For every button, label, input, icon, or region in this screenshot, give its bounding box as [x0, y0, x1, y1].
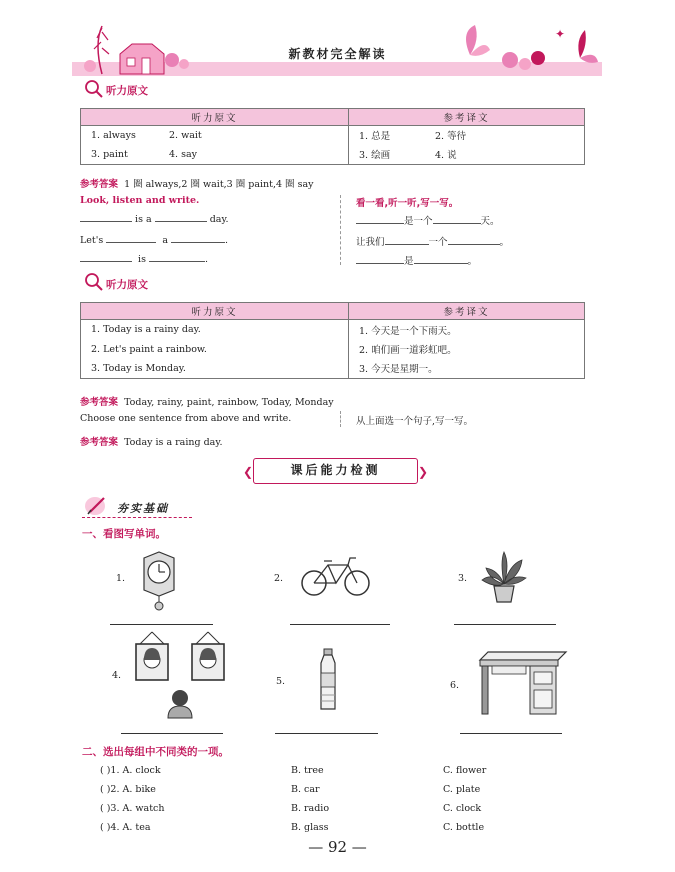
choice-row-4[interactable]: ( )4. A. tea — [100, 822, 151, 833]
table-cell: 4. 说 — [435, 150, 457, 162]
answer-label: 参考答案 — [80, 179, 119, 190]
blank[interactable] — [356, 215, 404, 224]
table-cell: 3. Today is Monday. — [81, 359, 349, 379]
fill-line-en-1 — [80, 213, 229, 225]
svg-text:✦: ✦ — [555, 27, 566, 41]
magnifier-icon — [84, 272, 104, 292]
item-number: 4. — [112, 670, 122, 681]
item-number: 2. — [274, 573, 284, 584]
answer-underline[interactable] — [460, 733, 562, 734]
fill-line-zh-3: 是 。 — [356, 253, 477, 267]
look-listen-write-title: Look, listen and write. — [80, 195, 200, 206]
fill-text: 是 — [404, 256, 414, 267]
fill-text: 是一个 — [404, 216, 433, 227]
table-cell: 2. wait — [169, 129, 202, 141]
blank[interactable] — [171, 234, 225, 243]
fill-line-zh-1 — [356, 213, 500, 227]
blank[interactable] — [155, 213, 207, 222]
bicycle-icon — [300, 555, 372, 599]
fill-text: 一个 — [428, 237, 448, 248]
answer-underline[interactable] — [290, 624, 390, 625]
banner-left-arrow-icon: ❮ — [243, 465, 254, 479]
bottle-icon — [316, 647, 340, 713]
section-title-listening-1: 听力原文 — [106, 85, 148, 97]
choice-b[interactable]: B. car — [291, 784, 320, 795]
answer-underline[interactable] — [121, 733, 223, 734]
table-cell: 1. Today is a rainy day. — [81, 320, 349, 340]
blank[interactable] — [80, 253, 132, 262]
table-row — [81, 126, 585, 145]
blank[interactable] — [433, 215, 481, 224]
blank[interactable] — [385, 236, 429, 245]
fill-line-en-3: is . — [80, 253, 208, 265]
answer-text: 1 圈 always,2 圈 wait,3 圈 paint,4 圈 say — [124, 179, 314, 190]
blank[interactable] — [448, 236, 500, 245]
item-number: 6. — [450, 680, 460, 691]
answer-text: Today is a raing day. — [124, 437, 223, 448]
table-cell: 1. always — [91, 129, 136, 141]
blank[interactable] — [80, 213, 132, 222]
answer-underline[interactable] — [110, 624, 213, 625]
answer-line-2 — [80, 394, 334, 408]
clock-icon — [140, 550, 178, 612]
table-cell: 1. 总是 — [359, 131, 391, 143]
fill-line-zh-2: 让我们 一个 。 — [356, 237, 510, 248]
table-header: 参考译文 — [349, 109, 585, 126]
page-number: — 92 — — [308, 838, 367, 856]
fill-text: a — [162, 235, 168, 246]
table-cell: 3. 今天是星期一。 — [349, 359, 585, 379]
foundation-title: 夯实基础 — [117, 502, 169, 515]
choice-row-3[interactable]: ( )3. A. watch — [100, 803, 165, 814]
blank[interactable] — [149, 253, 205, 262]
fill-line-en-2: Let's a . — [80, 235, 229, 246]
part2-title: 二、选出每组中不同类的一项。 — [82, 746, 229, 758]
item-number: 1. — [116, 573, 126, 584]
table-cell: 1. 今天是一个下雨天。 — [349, 320, 585, 340]
blank[interactable] — [106, 234, 156, 243]
choice-row-2[interactable]: ( )2. A. bike — [100, 784, 156, 795]
answer-text: Today, rainy, paint, rainbow, Today, Monday — [124, 397, 334, 408]
choose-instruction: Choose one sentence from above and write. — [80, 413, 292, 424]
divider — [82, 517, 192, 518]
divider — [340, 195, 341, 265]
part1-title: 一、看图写单词。 — [82, 528, 166, 540]
listening-table-1 — [80, 108, 585, 165]
choice-b[interactable]: B. tree — [291, 765, 324, 776]
table-cell: 2. 咱们画一道彩虹吧。 — [349, 340, 585, 359]
blank[interactable] — [414, 255, 468, 264]
divider — [340, 411, 341, 427]
magnifier-icon — [84, 79, 104, 99]
answer-line-3 — [80, 434, 222, 448]
choice-b[interactable]: B. radio — [291, 803, 330, 814]
header-title: 新教材完全解读 — [288, 47, 387, 61]
choose-instruction-zh: 从上面选一个句子,写一写。 — [356, 416, 474, 427]
answer-underline[interactable] — [454, 624, 556, 625]
banner-right-arrow-icon: ❯ — [418, 465, 429, 479]
answer-line-1 — [80, 176, 313, 190]
table-header: 听力原文 — [81, 303, 349, 320]
listening-table-2 — [80, 302, 585, 379]
answer-label: 参考答案 — [80, 397, 119, 408]
section-title-listening-2: 听力原文 — [106, 279, 148, 291]
choice-c[interactable]: C. flower — [443, 765, 487, 776]
fill-text: 天。 — [480, 216, 500, 227]
plant-icon — [480, 550, 528, 606]
table-cell: 2. 等待 — [435, 131, 467, 143]
item-number: 3. — [458, 573, 468, 584]
table-cell: 2. Let's paint a rainbow. — [81, 340, 349, 359]
choice-b[interactable]: B. glass — [291, 822, 329, 833]
desk-icon — [478, 650, 568, 716]
table-row — [81, 359, 585, 379]
table-row — [81, 320, 585, 340]
fill-text: day. — [209, 214, 229, 225]
table-cell: 3. paint — [91, 148, 128, 160]
choice-row-1[interactable]: ( )1. A. clock — [100, 765, 161, 776]
table-header: 参考译文 — [349, 303, 585, 320]
blank[interactable] — [356, 255, 404, 264]
fill-text: is — [138, 254, 146, 265]
table-header: 听力原文 — [81, 109, 349, 126]
pen-icon — [84, 494, 112, 518]
fill-text: Let's — [80, 235, 104, 246]
table-row — [81, 340, 585, 359]
table-cell: 4. say — [169, 148, 197, 160]
table-row — [81, 145, 585, 165]
answer-underline[interactable] — [275, 733, 378, 734]
choice-c[interactable]: C. clock — [443, 803, 482, 814]
family-photos-icon — [132, 630, 232, 720]
after-class-banner: 课后能力检测 — [253, 458, 418, 484]
answer-label: 参考答案 — [80, 437, 119, 448]
choice-c[interactable]: C. plate — [443, 784, 481, 795]
look-listen-write-zh-title: 看一看,听一听,写一写。 — [356, 198, 459, 209]
fill-text: 让我们 — [356, 237, 385, 248]
fill-text: is a — [135, 214, 152, 225]
choice-c[interactable]: C. bottle — [443, 822, 485, 833]
table-cell: 3. 绘画 — [359, 150, 391, 162]
item-number: 5. — [276, 676, 286, 687]
